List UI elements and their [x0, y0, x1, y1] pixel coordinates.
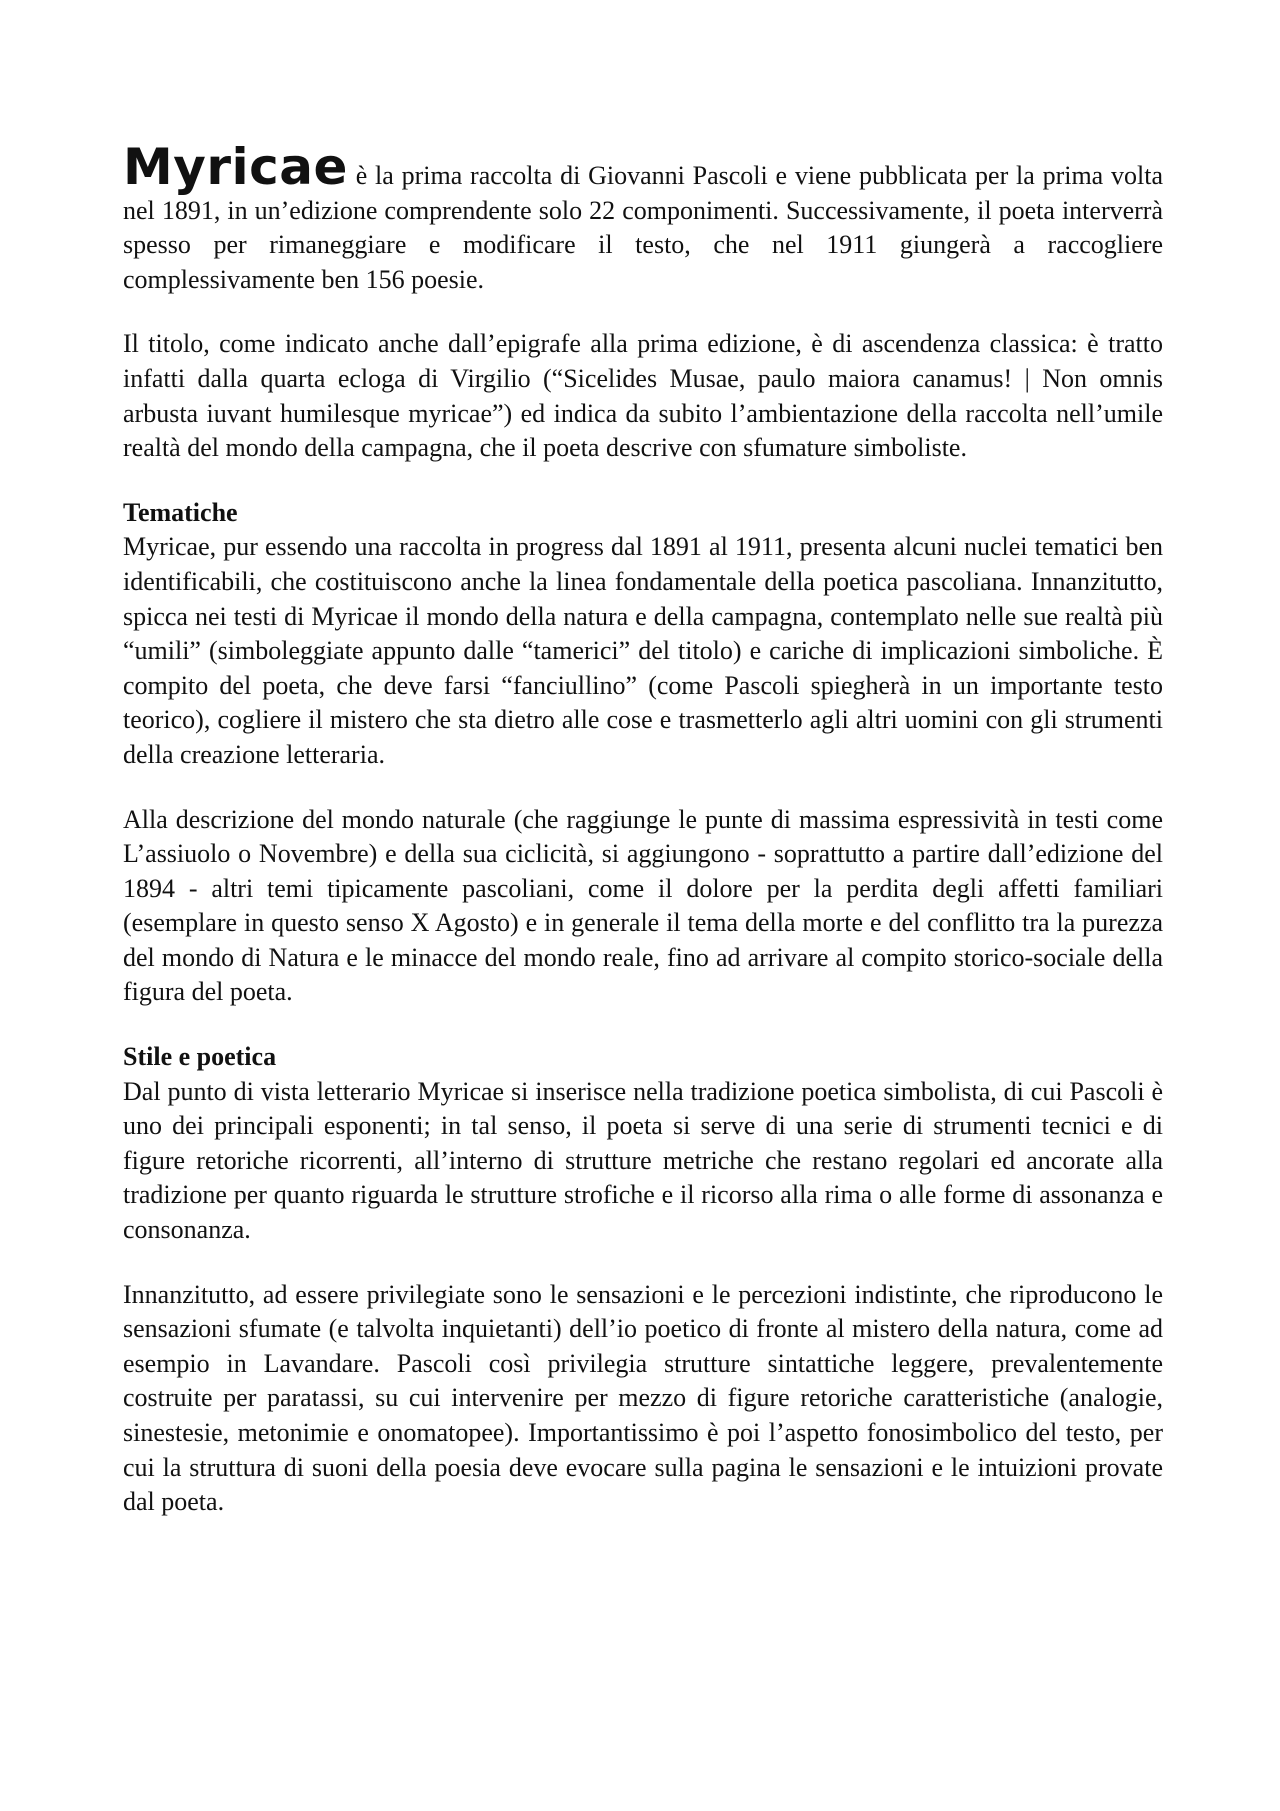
- tematiche-paragraph-1: Myricae, pur essendo una raccolta in progress dal 1891 al 1911, presenta alcuni nuclei tematici ben identificabili, che costituiscono anche la linea fondamentale della poetica pascoliana. Innanzitutto, spicca nei testi di Myricae il mondo della natura e della campagna, contemplato nelle sue realtà più “umili” (simboleggiate appunto dalle “tamerici” del titolo) e cariche di implicazioni simboliche. È compito del poeta, che deve farsi “fanciullino” (come Pascoli spiegherà in un importante testo teorico), cogliere il mistero che sta dietro alle cose e trasmetterlo agli altri uomini con gli strumenti della creazione letteraria.: [123, 532, 1163, 769]
- stile-paragraph-1: Dal punto di vista letterario Myricae si inserisce nella tradizione poetica simbolista, di cui Pascoli è uno dei principali esponenti; in tal senso, il poeta si serve di una serie di strumenti tecnici e di figure retoriche ricorrenti, all’interno di strutture metriche che restano regolari ed ancorate alla tradizione per quanto riguarda le strutture strofiche e il ricorso alla rima o alle forme di assonanza e consonanza.: [123, 1076, 1163, 1245]
- tematiche-heading: Tematiche: [123, 497, 238, 527]
- title-word: Myricae: [123, 138, 348, 196]
- title-origin-paragraph: Il titolo, come indicato anche dall’epigrafe alla prima edizione, è di ascendenza classica: è tratto infatti dalla quarta ecloga di Virgilio (“Sicelides Musae, paulo maiora canamus! | Non omnis arbusta iuvant humilesque myricae”) ed indica da subito l’ambientazione della raccolta nell’umile realtà del mondo della campagna, che il poeta descrive con sfumature simboliste.: [123, 329, 1163, 463]
- intro-paragraph: [123, 138, 1163, 297]
- tematiche-paragraph-2: Alla descrizione del mondo naturale (che raggiunge le punte di massima espressività in testi come L’assiuolo o Novembre) e della sua ciclicità, si aggiungono - soprattutto a partire dall’edizione del 1894 - altri temi tipicamente pascoliani, come il dolore per la perdita degli affetti familiari (esemplare in questo senso X Agosto) e in generale il tema della morte e del conflitto tra la purezza del mondo di Natura e le minacce del mondo reale, fino ad arrivare al compito storico-sociale della figura del poeta.: [123, 804, 1163, 1007]
- stile-paragraph-2: Innanzitutto, ad essere privilegiate sono le sensazioni e le percezioni indistinte, che riproducono le sensazioni sfumate (e talvolta inquietanti) dell’io poetico di fronte al mistero della natura, come ad esempio in Lavandare. Pascoli così privilegia strutture sintattiche leggere, prevalentemente costruite per paratassi, su cui intervenire per mezzo di figure retoriche caratteristiche (analogie, sinestesie, metonimie e onomatopee). Importantissimo è poi l’aspetto fonosimbolico del testo, per cui la struttura di suoni della poesia deve evocare sulla pagina le sensazioni e le intuizioni provate dal poeta.: [123, 1279, 1163, 1517]
- tematiche-section: [123, 496, 1163, 773]
- document-page: [123, 138, 1163, 1550]
- intro-text: è la prima raccolta di Giovanni Pascoli e viene pubblicata per la prima volta nel 1891, in un’edizione comprendente solo 22 componimenti. Successivamente, il poeta interverrà spesso per rimaneggiare e modificare il testo, che nel 1911 giungerà a raccogliere complessivamente ben 156 poesie.: [123, 161, 1163, 294]
- stile-section: [123, 1040, 1163, 1248]
- stile-heading: Stile e poetica: [123, 1042, 277, 1072]
